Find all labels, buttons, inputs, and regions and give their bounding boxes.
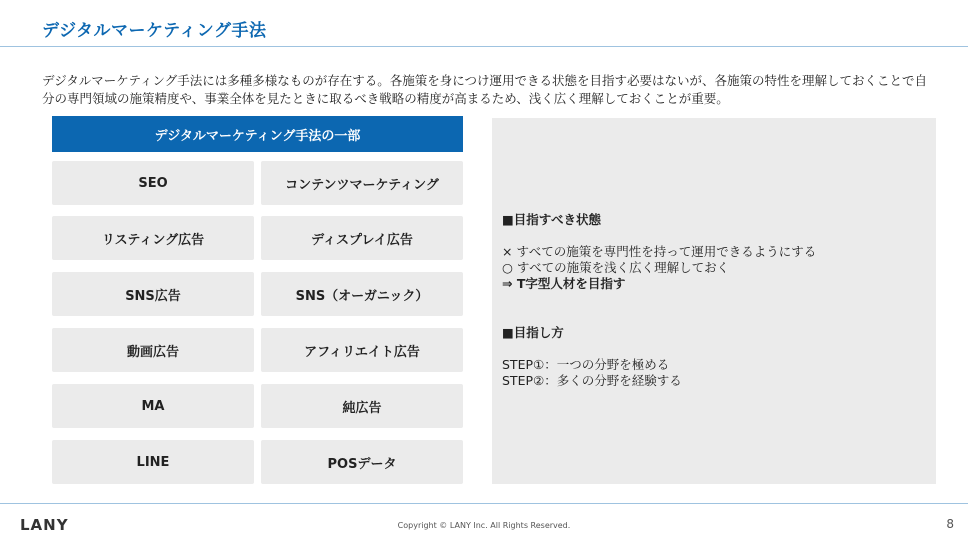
method-cell-sns-organic: SNS（オーガニック） <box>261 272 463 316</box>
method-cell-content-marketing: コンテンツマーケティング <box>261 161 463 205</box>
goal-panel <box>492 118 936 484</box>
goal-line-2: ○ すべての施策を浅く広く理解しておく <box>502 260 730 275</box>
method-cell-pos-data: POSデータ <box>261 440 463 484</box>
method-cell-line: LINE <box>52 440 254 484</box>
methods-header: デジタルマーケティング手法の一部 <box>52 116 463 152</box>
intro-paragraph: デジタルマーケティング手法には多種多様なものが存在する。各施策を身につけ運用できる状態を目指す必要はないが、各施策の特性を理解しておくことで自分の専門領域の施策精度や、事業全体を見たときに取るべき戦略の精度が高まるため、浅く広く理解しておくことが重要。 <box>42 73 928 106</box>
copyright-text: Copyright © LANY Inc. All Rights Reserved. <box>397 521 571 530</box>
method-cell-pure-ads: 純広告 <box>261 384 463 428</box>
method-cell-display-ads: ディスプレイ広告 <box>261 216 463 260</box>
how-step-2: STEP②：多くの分野を経験する <box>502 373 682 388</box>
method-cell-seo: SEO <box>52 161 254 205</box>
footer-divider <box>0 503 968 504</box>
method-cell-video-ads: 動画広告 <box>52 328 254 372</box>
lany-logo: LANY <box>20 516 69 534</box>
goal-line-3: ⇒ T字型人材を目指す <box>502 276 626 291</box>
goal-heading: ■目指すべき状態 <box>502 212 602 227</box>
page-title: デジタルマーケティング手法 <box>42 21 267 41</box>
method-cell-affiliate-ads: アフィリエイト広告 <box>261 328 463 372</box>
method-cell-sns-ads: SNS広告 <box>52 272 254 316</box>
method-cell-listing-ads: リスティング広告 <box>52 216 254 260</box>
how-step-1: STEP①：一つの分野を極める <box>502 357 670 372</box>
method-cell-ma: MA <box>52 384 254 428</box>
how-heading: ■目指し方 <box>502 325 564 340</box>
goal-line-1: × すべての施策を専門性を持って運用できるようにする <box>502 244 817 259</box>
page-number: 8 <box>946 517 954 531</box>
title-divider <box>0 46 968 47</box>
